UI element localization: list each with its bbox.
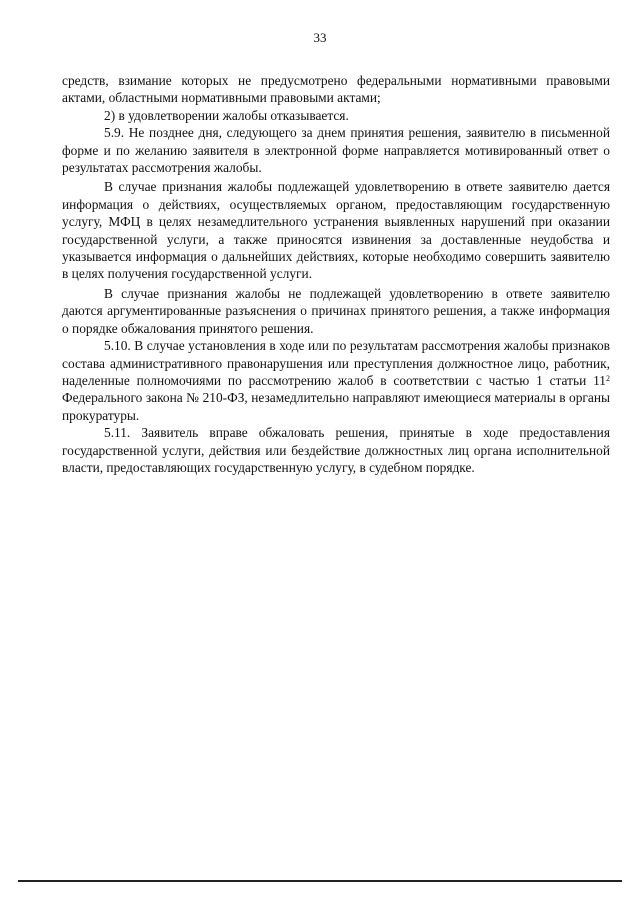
bottom-rule <box>18 880 622 882</box>
paragraph-5-11: 5.11. Заявитель вправе обжаловать решения, принятые в ходе предоставления государственной услуги, действия или бездействие должностных лиц органа исполнительной власти, предоставляющих государственную услугу, в судебном порядке. <box>62 425 610 475</box>
paragraph-complaint-satisfied: В случае признания жалобы подлежащей удовлетворению в ответе заявителю дается информация о действиях, осуществляемых органом, предоставляющим государственную услугу, МФЦ в целях незамедлительного устранения выявленных нарушений при оказании государственной услуги, а также приносятся извинения за доставленные неудобства и указывается информация о дальнейших действиях, которые необходимо совершить заявителю в целях получения государственной услуги. <box>62 179 610 282</box>
document-body <box>62 72 610 476</box>
paragraph-5-10 <box>62 337 610 424</box>
paragraph-5-9: 5.9. Не позднее дня, следующего за днем принятия решения, заявителю в письменной форме и по желанию заявителя в электронной форме направляется мотивированный ответ о результатах рассмотрения жалобы. <box>62 125 610 176</box>
article-superscript: 2 <box>606 373 610 383</box>
paragraph-5-10-text: 5.10. В случае установления в ходе или по результатам рассмотрения жалобы признаков состава административного правонарушения или преступления должностное лицо, работник, наделенные полномочиями по рассмотрению жалоб в соответствии с частью 1 статьи 11 <box>62 338 610 388</box>
paragraph-refusal-item: 2) в удовлетворении жалобы отказывается. <box>104 107 349 123</box>
paragraph-continuation: средств, взимание которых не предусмотрено федеральными нормативными правовыми актами, областными нормативными правовыми актами; <box>62 73 610 106</box>
paragraph-complaint-rejected: В случае признания жалобы не подлежащей удовлетворению в ответе заявителю даются аргументированные разъяснения о причинах принятого решения, а также информация о порядке обжалования принятого решения. <box>62 285 610 336</box>
paragraph-5-10-text-end: Федерального закона № 210-ФЗ, незамедлительно направляют имеющиеся материалы в органы прокуратуры. <box>62 390 610 423</box>
page-number: 33 <box>313 30 327 45</box>
